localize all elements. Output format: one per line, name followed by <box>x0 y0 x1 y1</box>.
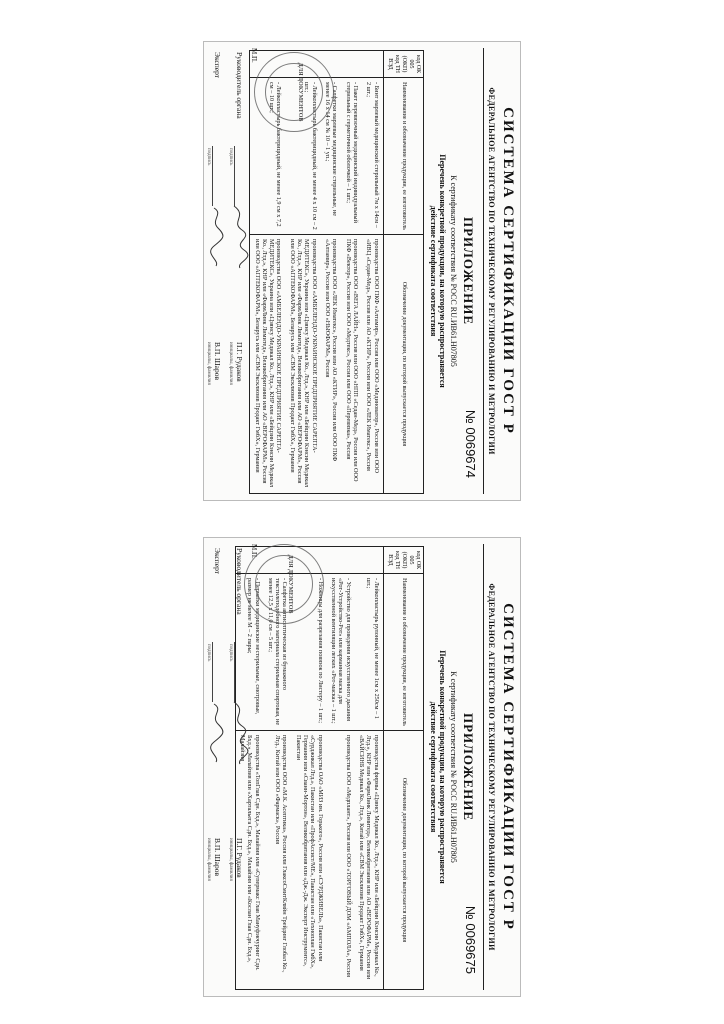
stamp-inner-ring <box>255 555 313 613</box>
table-row <box>341 51 362 494</box>
name-caption: инициалы, фамилия <box>206 342 211 385</box>
certificate-sheet-top <box>203 41 521 501</box>
signature-caption: подпись <box>206 148 211 166</box>
row-documentation: производства ООО ПКФ «Алтамир», Россия или ООО «Мединоватор», Россия или ООО «ИВЦ «Седан-Мед», Россия или АО «КТИР», Россия или ООО «ЛЕК Иматекс», Россия <box>362 235 383 494</box>
row-product: - Устройство для проведения искусственного дыхания «Рот-Устройство-Рот» или карманная маска для искусственной вентиляции легких «Рот-маска» – 1 шт.; <box>327 574 355 731</box>
header-documentation: Обозначение документации, по которой выпускается продукция <box>383 235 423 494</box>
row-product: - Перчатки медицинские нестерильные, смотровые, размер не менее М – 2 пары; <box>235 574 263 731</box>
name-caption: инициалы, фамилия <box>228 838 233 881</box>
head-label: Руководитель органа <box>235 548 244 615</box>
signature-line <box>234 642 235 702</box>
list-caption-2: действие сертификата соответствия <box>429 701 438 833</box>
certificate-reference: К сертификату соответствия № РОСС RU.ИВ61.Н07805 <box>449 671 458 863</box>
header-divider <box>483 48 484 494</box>
form-number: № 0069675 <box>463 905 478 974</box>
signature-caption: подпись <box>228 644 233 662</box>
header-product: Наименование и обозначение продукции, ее изготовитель <box>383 574 423 731</box>
round-stamp <box>254 52 334 132</box>
header-documentation: Обозначение документации, по которой выпускается продукция <box>383 731 423 990</box>
signature-line <box>234 146 235 206</box>
row-product: - Бинт марлевый медицинский стерильный 7м х 14см – 2 шт.; <box>362 78 383 235</box>
stamp-text: ДЛЯ ДОКУМЕНТОВ <box>287 554 293 614</box>
appendix-title: ПРИЛОЖЕНИЕ <box>461 712 476 822</box>
seal-place-label: М.П. <box>250 48 258 63</box>
appendix-title: ПРИЛОЖЕНИЕ <box>461 216 476 326</box>
signature-caption: подпись <box>228 148 233 166</box>
handwritten-signature <box>228 698 250 768</box>
expert-name: В.П. Шаров <box>213 838 222 876</box>
row-product: - Лейкопластырь рулонный, не менее 1см х 250см – 1 шт.; <box>355 574 383 731</box>
row-code <box>327 547 355 574</box>
signature-line <box>212 146 213 206</box>
header-code: код ОК 005 (ОКП) код ТН ВЭД <box>383 547 423 574</box>
table-row <box>355 547 383 990</box>
row-product: - Лейкопластырь бактерицидный, не менее 1,9 см х 7,2 см – 10 шт.; <box>250 78 286 235</box>
name-caption: инициалы, фамилия <box>228 342 233 385</box>
list-caption-2: действие сертификата соответствия <box>429 205 438 337</box>
row-documentation: производства ООО «М.К. Асептика», Россия или ГлаксоСмитКляйн Трейдинг Глобал Ко., Лтд., Китай или ООО «Фармаск», Россия <box>264 731 292 990</box>
row-product: - Ножницы для разрезания повязок по Листеру – 1 шт.; <box>291 574 326 731</box>
row-code <box>355 547 383 574</box>
header-product: Наименование и обозначение продукции, ее изготовитель <box>383 78 423 235</box>
list-caption: Перечень конкретной продукции, на которую распространяется <box>438 154 447 388</box>
agency-name: ФЕДЕРАЛЬНОЕ АГЕНТСТВО ПО ТЕХНИЧЕСКОМУ РЕГУЛИРОВАНИЮ И МЕТРОЛОГИИ <box>487 87 496 455</box>
head-name: П.Г. Рудаков <box>235 838 244 878</box>
table-row <box>362 51 383 494</box>
certificate-reference: К сертификату соответствия № РОСС RU.ИВ61.Н07805 <box>449 175 458 367</box>
stamp-text: ДЛЯ ДОКУМЕНТОВ <box>297 62 303 122</box>
handwritten-signature <box>206 698 228 768</box>
system-title: СИСТЕМА СЕРТИФИКАЦИИ ГОСТ Р <box>500 603 516 931</box>
stamp-inner-ring <box>265 63 323 121</box>
expert-label: Эксперт <box>213 548 222 575</box>
row-code <box>341 51 362 78</box>
handwritten-signature <box>228 202 250 272</box>
form-number: № 0069674 <box>463 409 478 478</box>
row-product: - Салфетки марлевые медицинские стерильные, не менее 16 х 14 см № 10 – 1 уп.; <box>321 78 342 235</box>
row-documentation: производства ООО «Медплант», Россия или ООО «ТОРГОВЫЙ ДОМ «АМПОЛА», Россия <box>327 731 355 990</box>
expert-name: В.П. Шаров <box>213 342 222 380</box>
row-documentation: производства «ТопГлав Сдн. Бхд.», Малайзия или «Супермакс Глав Мануфэкчуринг Сдн. Бхд.», Малайзия или «Хартальега Сдн. Бхд.», Малайзия или «Кослан Глав Сдн. Бхд.», Малайзия <box>235 731 263 990</box>
head-name: П.Г. Рудаков <box>235 342 244 382</box>
row-documentation: производства ООО «АМБЕЛЕНДО-УКРАИНСКОЕ ПРЕДПРИЯТИЕ САРЕПТА-МЕДИТЕКС», Украина или «Цзянсу Медикал Ко., Лтд.», КНР или «Бейцзин Кэнсин Медикал Ко., Лтд.», КНР или «ФармЛинк Лимитед», Великобритания или АО «ВЕРОФАРМ», Россия или ООО «АПТЕКОФАРМ», Беларусь или «СВМ Эксклюзив Продакт ГмбХ», Германия <box>250 235 286 494</box>
row-product: - Лейкопластырь бактерицидный, не менее 4 х 10 см – 2 шт.; <box>285 78 320 235</box>
row-product: - Пакет перевязочный медицинский индивидуальный стерильный с герметичной оболочкой – 1 шт.; <box>341 78 362 235</box>
seal-place-label: М.П. <box>250 544 258 559</box>
name-caption: инициалы, фамилия <box>206 838 211 881</box>
header-code: код ОК 005 (ОКП) код ТН ВЭД <box>383 51 423 78</box>
round-stamp <box>244 544 324 624</box>
table-row <box>327 547 355 990</box>
row-documentation: производства ОАО «МИЗ им. Горького», Россия или «СУРДЖИВЕЛЬ», Пакистан или «Сурджикал Лтд.», Пакистан или «ПрофАссист/МЕ», Пакистан или «Техноплан ГмбХ», Германия или «Сванн-Мортон», Великобритания или «Дж.-Дж. Эксперт Инструментс», Пакистан <box>291 731 326 990</box>
expert-label: Эксперт <box>213 52 222 79</box>
list-caption: Перечень конкретной продукции, на которую распространяется <box>438 650 447 884</box>
row-code <box>362 51 383 78</box>
row-documentation: производства ООО «АМБЕЛЕНДО-УКРАИНСКОЕ ПРЕДПРИЯТИЕ САРЕПТА-МЕДИТЕКС», Украина или «Цзянсу Медикал Ко., Лтд.», КНР или «Бейцзин Кэнсин Медикал Ко., Лтд.», КНР или «ФармЛинк Лимитед», Великобритания или АО «ВЕРОФАРМ», Россия или ООО «АПТЕКОФАРМ», Беларусь или «СВМ Эксклюзив Продакт ГмбХ», Германия <box>285 235 320 494</box>
signature-caption: подпись <box>206 644 211 662</box>
agency-name: ФЕДЕРАЛЬНОЕ АГЕНТСТВО ПО ТЕХНИЧЕСКОМУ РЕГУЛИРОВАНИЮ И МЕТРОЛОГИИ <box>487 583 496 951</box>
head-label: Руководитель органа <box>235 52 244 119</box>
certificate-sheet-bottom <box>203 537 521 997</box>
header-divider <box>483 544 484 990</box>
row-product: - Салфетка антисептическая из бумажного текстилеподобного материала стерильная спиртовая, не менее 12,5 х 11,0 см – 5 шт.; <box>264 574 292 731</box>
handwritten-signature <box>206 202 228 272</box>
row-documentation: производства ООО «ВЕГА ЛАЙН», Россия или ООО «НПП «Седан-Мед», Россия или ООО ПКФ «Вектор», Россия или ООО «Медтекс», Россия или ООО «Перевязка», Россия <box>341 235 362 494</box>
signature-line <box>212 642 213 702</box>
row-documentation: производства фирмы «Цзянсу Медикал Ко., Лтд.», КНР или «Бейцзин Кэнсин Медикал Ко., Лтд.», КНР или «ФармЛинк Лимитед», Великобритания или АО «ВЕРОФАРМ», Россия или «ВАЙСИНБ Медикал Ко., Лтд.», Китай или «СВМ Эксклюзив Продакт ГмбХ», Германия <box>355 731 383 990</box>
system-title: СИСТЕМА СЕРТИФИКАЦИИ ГОСТ Р <box>500 107 516 435</box>
row-documentation: производства ООО «ЛЕК Иматекс», Россия или АО «КТИР», Россия или ООО ПКФ «Алтамир», Россия или ООО «НЬЮФАРМ», Россия <box>321 235 342 494</box>
